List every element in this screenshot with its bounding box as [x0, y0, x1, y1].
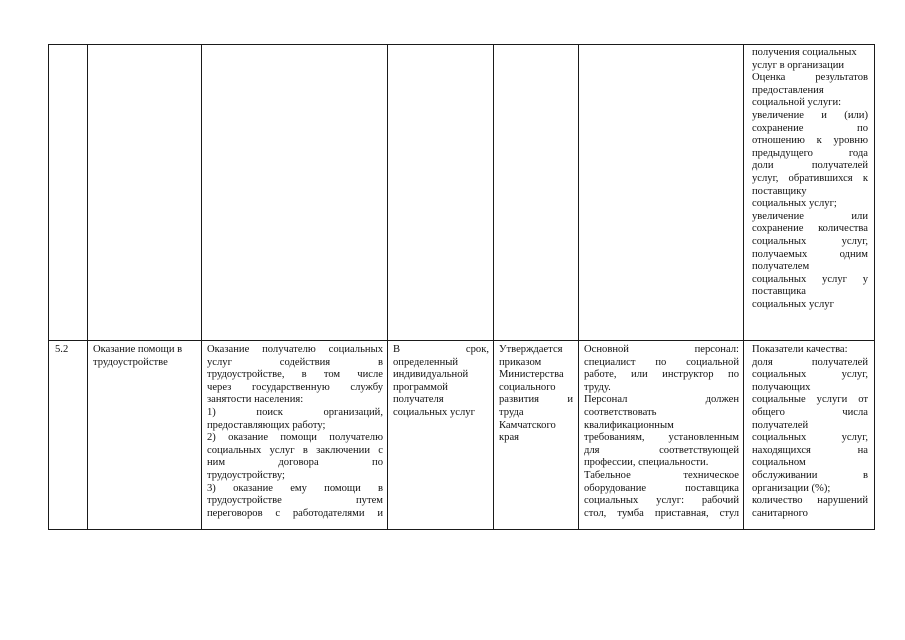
text-line: социальных услуг,	[752, 235, 868, 247]
text-line: социальных услуг: рабочий	[584, 495, 739, 507]
text-line: Табельное техническое	[584, 469, 739, 481]
text-line: социальных услуг,	[752, 432, 868, 444]
text-line: количество нарушений	[752, 495, 868, 507]
text-line: Министерства	[499, 369, 564, 381]
text-line: социальной услуги:	[752, 97, 842, 109]
table-border-left	[48, 44, 49, 530]
text-line: переговоров с работодателями и	[207, 507, 383, 519]
text-line: Утверждается	[499, 344, 563, 355]
text-line: Оказание получателю социальных	[207, 344, 383, 355]
text-line: Оказание помощи в	[93, 344, 183, 355]
text-line: предоставления	[752, 84, 824, 96]
text-line: социальных услуг;	[752, 198, 837, 210]
table-cell-quality-criteria	[752, 344, 868, 520]
text-line: получения социальных	[752, 47, 857, 58]
text-line: соответствовать	[584, 406, 657, 418]
text-line: предыдущего года	[752, 147, 868, 159]
text-line: социальных услуг	[752, 298, 834, 310]
text-line: программой	[393, 381, 448, 393]
text-line: трудоустройству;	[207, 469, 285, 481]
text-line: социальных услуг у	[752, 273, 868, 285]
text-line: Персонал должен	[584, 394, 739, 406]
text-line: обслуживании в	[752, 469, 868, 481]
text-line: сохранение количества	[752, 223, 868, 235]
table-col-divider	[578, 44, 579, 530]
text-line: Основной персонал:	[584, 344, 739, 355]
text-line: получателя	[393, 394, 444, 406]
text-line: поставщику	[752, 185, 807, 197]
text-line: социальном	[752, 457, 806, 469]
table-cell-service-name	[93, 344, 197, 369]
text-line: социальных услуг	[393, 406, 475, 418]
text-line: занятости населения:	[207, 394, 304, 406]
table-cell-service-description	[207, 344, 383, 520]
text-line: поставщика	[752, 286, 806, 298]
table-row-divider	[48, 340, 875, 341]
text-line: находящихся на	[752, 444, 868, 456]
text-line: отношению к уровню	[752, 135, 868, 147]
table-cell-criteria-continued	[752, 47, 868, 311]
text-line: определенный	[393, 356, 459, 368]
text-line: социального	[499, 381, 556, 393]
text-line: квалификационным	[584, 419, 674, 431]
text-line: стол, тумба приставная, стул	[584, 507, 739, 519]
text-line: для соответствующей	[584, 444, 739, 456]
text-line: получающих	[752, 381, 811, 393]
table-cell-service-tariff	[499, 344, 573, 445]
text-line: Оценка результатов	[752, 72, 868, 84]
text-line: трудоустройстве	[93, 356, 168, 368]
table-col-divider	[493, 44, 494, 530]
text-line: края	[499, 432, 520, 444]
table-col-divider	[87, 44, 88, 530]
text-line: услуг содействия в	[207, 356, 383, 368]
text-line: услуг в организации	[752, 59, 845, 71]
text-line: 2) оказание помощи получателю	[207, 432, 383, 444]
text-line: социальных услуг в заключении с	[207, 444, 383, 456]
text-line: организации (%);	[752, 482, 831, 494]
text-line: получателем	[752, 261, 810, 273]
text-line: труду.	[584, 381, 611, 393]
text-line: социальных услуг,	[752, 369, 868, 381]
table-col-divider	[743, 44, 744, 530]
text-line: санитарного	[752, 507, 808, 519]
text-line: услуг, обратившихся к	[752, 172, 868, 184]
text-line: получателей	[752, 419, 809, 431]
text-line: предоставляющих работу;	[207, 419, 326, 431]
text-line: увеличение и (или)	[752, 109, 868, 121]
text-line: В срок,	[393, 344, 489, 355]
text-line: получаемых одним	[752, 248, 868, 260]
text-line: приказом	[499, 356, 542, 368]
table-border-bottom	[48, 529, 875, 530]
text-line: общего числа	[752, 406, 868, 418]
text-line: трудоустройстве путем	[207, 495, 383, 507]
text-line: профессии, специальности.	[584, 457, 709, 469]
table-cell-service-term	[393, 344, 489, 420]
table-border-top	[48, 44, 875, 45]
text-line: сохранение по	[752, 122, 868, 134]
text-line: Показатели качества:	[752, 344, 848, 355]
text-line: развития и	[499, 394, 573, 406]
text-line: требованиям, установленным	[584, 432, 739, 444]
text-line: работе, или инструктор по	[584, 369, 739, 381]
table-col-divider	[387, 44, 388, 530]
text-line: Камчатского	[499, 419, 556, 431]
table-col-divider	[201, 44, 202, 530]
row-number: 5.2	[55, 344, 69, 355]
text-line: 1) поиск организаций,	[207, 406, 383, 418]
table-cell-service-conditions	[584, 344, 739, 520]
text-line: специалист по социальной	[584, 356, 739, 368]
table-cell-row-number	[55, 344, 83, 357]
text-line: доля получателей	[752, 356, 868, 368]
text-line: социальные услуги от	[752, 394, 868, 406]
text-line: доли получателей	[752, 160, 868, 172]
text-line: через государственную службу	[207, 381, 383, 393]
text-line: трудоустройстве, в том числе	[207, 369, 383, 381]
text-line: ним договора по	[207, 457, 383, 469]
text-line: труда	[499, 406, 524, 418]
text-line: увеличение или	[752, 210, 868, 222]
table-border-right	[874, 44, 875, 530]
text-line: оборудование поставщика	[584, 482, 739, 494]
text-line: 3) оказание ему помощи в	[207, 482, 383, 494]
text-line: индивидуальной	[393, 369, 469, 381]
